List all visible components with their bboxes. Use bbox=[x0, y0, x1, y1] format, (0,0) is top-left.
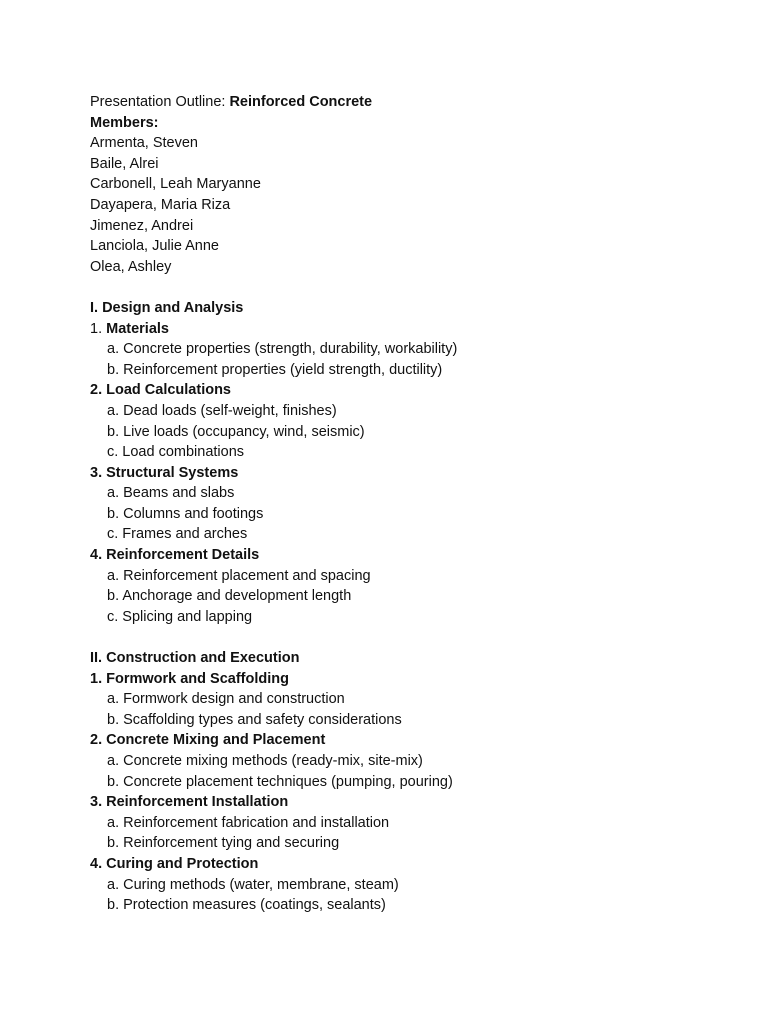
outline-subitem: b. Live loads (occupancy, wind, seismic) bbox=[107, 423, 365, 440]
member-name: Armenta, Steven bbox=[90, 135, 198, 152]
member-name: Lanciola, Julie Anne bbox=[90, 238, 219, 255]
item-title: Materials bbox=[106, 320, 169, 337]
outline-item-heading: 1. Formwork and Scaffolding bbox=[90, 670, 289, 687]
outline-subitem: c. Load combinations bbox=[107, 444, 245, 461]
outline-subitem: c. Splicing and lapping bbox=[107, 608, 253, 625]
outline-subitem: c. Frames and arches bbox=[107, 526, 248, 543]
outline-subitem: b. Anchorage and development length bbox=[107, 588, 352, 605]
section-heading: II. Construction and Execution bbox=[90, 650, 300, 667]
outline-subitem: b. Scaffolding types and safety considerations bbox=[107, 711, 402, 728]
spacer bbox=[90, 627, 730, 648]
member-name: Carbonell, Leah Maryanne bbox=[90, 176, 261, 193]
outline-item-heading bbox=[90, 319, 730, 340]
outline-subitem: a. Reinforcement placement and spacing bbox=[107, 567, 371, 584]
outline-subitem: a. Concrete properties (strength, durability, workability) bbox=[107, 341, 458, 358]
outline-item-heading: 4. Curing and Protection bbox=[90, 855, 259, 872]
outline-subitem: a. Dead loads (self-weight, finishes) bbox=[107, 402, 337, 419]
outline-item-heading: 3. Structural Systems bbox=[90, 464, 239, 481]
outline-subitem: b. Protection measures (coatings, sealants) bbox=[107, 897, 386, 914]
outline-subitem: a. Formwork design and construction bbox=[107, 691, 345, 708]
outline-subitem: b. Concrete placement techniques (pumping, pouring) bbox=[107, 773, 453, 790]
spacer bbox=[90, 277, 730, 298]
members-label: Members: bbox=[90, 114, 159, 131]
document-page bbox=[90, 92, 730, 916]
outline-item-heading: 2. Load Calculations bbox=[90, 382, 231, 399]
item-number: 1. bbox=[90, 320, 107, 337]
member-name: Dayapera, Maria Riza bbox=[90, 196, 231, 213]
document-title bbox=[90, 92, 730, 113]
title-topic: Reinforced Concrete bbox=[229, 94, 373, 110]
member-name: Olea, Ashley bbox=[90, 258, 172, 275]
section-heading: I. Design and Analysis bbox=[90, 299, 244, 316]
outline-subitem: a. Beams and slabs bbox=[107, 485, 235, 502]
outline-subitem: b. Reinforcement properties (yield strength, ductility) bbox=[107, 361, 443, 378]
outline-item-heading: 2. Concrete Mixing and Placement bbox=[90, 732, 326, 749]
outline-item-heading: 3. Reinforcement Installation bbox=[90, 794, 289, 811]
title-prefix: Presentation Outline: bbox=[90, 94, 230, 110]
outline-subitem: a. Curing methods (water, membrane, steam) bbox=[107, 876, 399, 893]
outline-subitem: b. Reinforcement tying and securing bbox=[107, 835, 340, 852]
outline-subitem: a. Concrete mixing methods (ready-mix, site-mix) bbox=[107, 753, 423, 769]
outline-subitem: a. Reinforcement fabrication and installation bbox=[107, 814, 390, 831]
member-name: Jimenez, Andrei bbox=[90, 217, 194, 234]
member-name: Baile, Alrei bbox=[90, 155, 159, 172]
outline-subitem: b. Columns and footings bbox=[107, 505, 264, 522]
outline-item-heading: 4. Reinforcement Details bbox=[90, 547, 260, 564]
